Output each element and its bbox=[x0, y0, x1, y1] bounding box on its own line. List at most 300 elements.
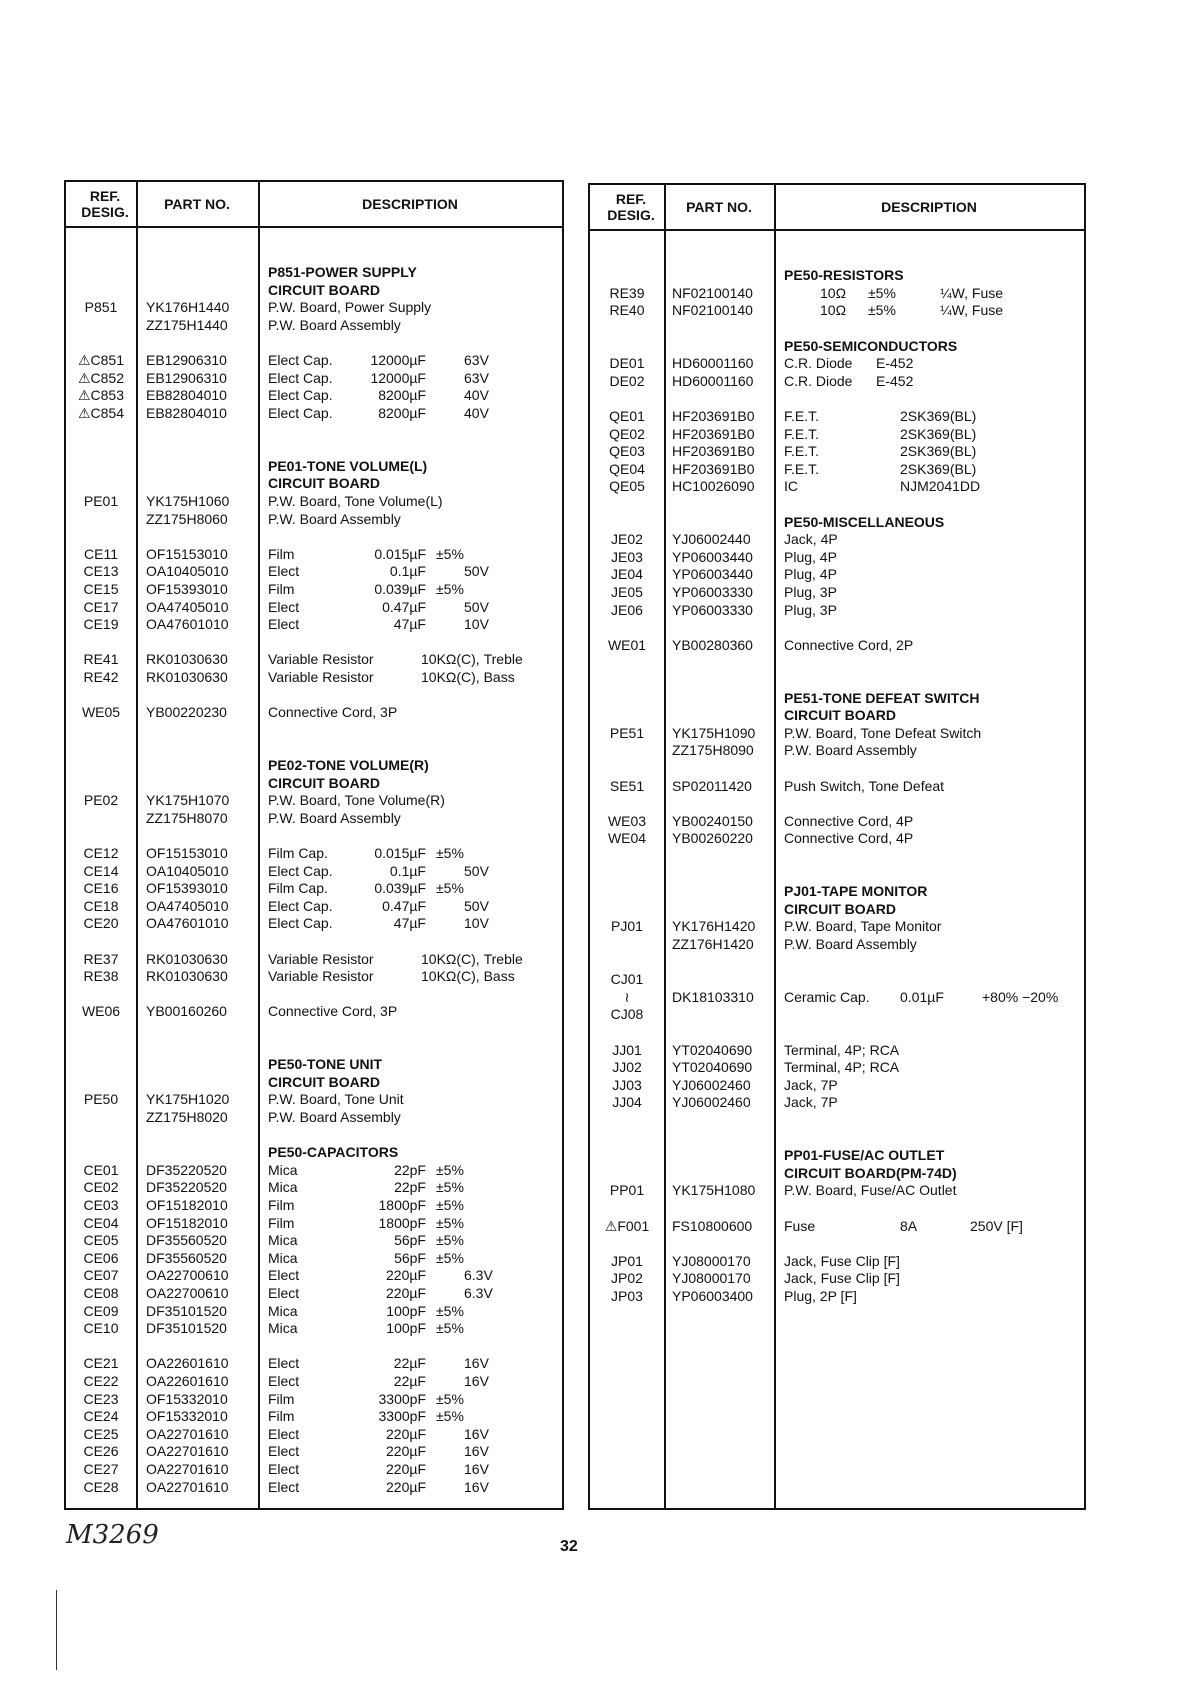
part-number: OA22701610 bbox=[146, 1425, 229, 1442]
value: 22µF bbox=[393, 1373, 426, 1389]
table-row bbox=[66, 615, 562, 633]
section-heading: PE50-MISCELLANEOUS bbox=[784, 513, 945, 530]
ref-desig: JJ03 bbox=[612, 1076, 642, 1093]
rating: 16V bbox=[464, 1478, 489, 1495]
description: F.E.T. bbox=[784, 460, 820, 477]
description: Jack, 7P bbox=[784, 1094, 838, 1111]
part-number: YJ08000170 bbox=[672, 1270, 751, 1287]
table-row bbox=[590, 530, 1084, 548]
table-row bbox=[66, 386, 562, 404]
table-row bbox=[590, 460, 1084, 478]
description: P.W. Board Assembly bbox=[268, 809, 401, 826]
section-heading: PE01-TONE VOLUME(L) bbox=[268, 457, 428, 474]
description: Film bbox=[268, 1214, 295, 1231]
description: Terminal, 4P; RCA bbox=[784, 1041, 900, 1058]
table-row bbox=[66, 791, 562, 809]
ref-desig: PE51 bbox=[609, 724, 645, 741]
description: Connective Cord, 3P bbox=[268, 1003, 398, 1020]
table-row bbox=[66, 1319, 562, 1337]
table-row bbox=[590, 301, 1084, 319]
description: P.W. Board Assembly bbox=[784, 936, 917, 952]
tolerance: ±5% bbox=[436, 1179, 464, 1196]
value: 0.039µF bbox=[374, 880, 426, 897]
value: 1800pF bbox=[378, 1214, 426, 1231]
description: Elect bbox=[268, 1425, 300, 1442]
table-row bbox=[66, 369, 562, 387]
part-number: YK175H1060 bbox=[146, 493, 230, 509]
value: 1800pF bbox=[378, 1197, 426, 1213]
part-number: OA10405010 bbox=[146, 862, 229, 879]
part-number: OF15332010 bbox=[146, 1408, 228, 1425]
part-number: YK176H1440 bbox=[146, 299, 230, 316]
tolerance: ±5% bbox=[868, 302, 896, 319]
value: 220µF bbox=[386, 1285, 426, 1301]
part-number: YP06003330 bbox=[672, 584, 753, 600]
part-number: DF35101520 bbox=[146, 1302, 227, 1319]
rating: 16V bbox=[464, 1443, 489, 1460]
description: Jack, 4P bbox=[784, 531, 838, 548]
rating: 40V bbox=[464, 405, 489, 421]
table-row bbox=[590, 829, 1084, 847]
ref-desig: JE05 bbox=[611, 584, 643, 600]
table-row bbox=[66, 351, 562, 369]
description: Ceramic Cap. bbox=[784, 988, 870, 1005]
section-heading-row bbox=[66, 281, 562, 299]
part-number: DF35560520 bbox=[146, 1232, 227, 1249]
description: P.W. Board, Tone Volume(R) bbox=[268, 792, 445, 809]
ref-desig: CE10 bbox=[83, 1320, 119, 1337]
ref-desig: DE02 bbox=[609, 372, 645, 389]
ref-desig: CE20 bbox=[83, 915, 119, 932]
part-number: ZZ175H8060 bbox=[146, 510, 228, 527]
description: P.W. Board, Tone Volume(L) bbox=[268, 493, 443, 509]
ref-desig: WE04 bbox=[607, 830, 647, 847]
ref-desig: CE26 bbox=[83, 1443, 119, 1460]
description: Elect Cap. bbox=[268, 915, 333, 932]
table-row bbox=[590, 1041, 1084, 1059]
section-heading-row bbox=[590, 337, 1084, 355]
part-number: YP06003440 bbox=[672, 566, 753, 583]
description: Elect bbox=[268, 1355, 300, 1372]
ref-desig: CJ01 bbox=[610, 971, 644, 988]
table-row bbox=[66, 1407, 562, 1425]
table-row bbox=[590, 917, 1084, 935]
ref-desig: JE04 bbox=[611, 566, 643, 583]
description: C.R. Diode bbox=[784, 372, 853, 389]
table-row bbox=[590, 477, 1084, 495]
description: Mica bbox=[268, 1320, 298, 1337]
description: P.W. Board Assembly bbox=[268, 1109, 401, 1125]
section-heading-row bbox=[590, 882, 1084, 900]
description: Elect bbox=[268, 616, 300, 633]
rating: 63V bbox=[464, 369, 489, 386]
table-row bbox=[66, 1390, 562, 1408]
table-row bbox=[66, 1460, 562, 1478]
description: Mica bbox=[268, 1302, 298, 1319]
description: Mica bbox=[268, 1161, 298, 1178]
table-row bbox=[66, 1196, 562, 1214]
description: C.R. Diode bbox=[784, 355, 853, 372]
section-heading-row bbox=[590, 513, 1084, 531]
section-heading: PJ01-TAPE MONITOR bbox=[784, 883, 928, 900]
rating: 50V bbox=[464, 563, 489, 580]
ref-desig: QE04 bbox=[609, 460, 645, 477]
part-number: EB82804010 bbox=[146, 387, 227, 404]
right-table-body bbox=[590, 231, 1084, 1508]
value: 10Ω bbox=[820, 302, 847, 319]
table-row bbox=[590, 548, 1084, 566]
section-heading-row bbox=[66, 774, 562, 792]
part-number: NF02100140 bbox=[672, 284, 753, 301]
value: 12000µF bbox=[370, 352, 426, 369]
value: 2SK369(BL) bbox=[900, 408, 977, 424]
value: 22pF bbox=[394, 1161, 426, 1178]
ref-desig: CE22 bbox=[83, 1373, 119, 1389]
left-table-header bbox=[66, 182, 562, 228]
description: Connective Cord, 3P bbox=[268, 704, 398, 721]
section-heading-row bbox=[66, 263, 562, 281]
section-heading: CIRCUIT BOARD bbox=[268, 281, 380, 298]
table-row bbox=[66, 1249, 562, 1267]
table-row bbox=[66, 950, 562, 968]
description: Plug, 2P [F] bbox=[784, 1288, 857, 1304]
section-heading: P851-POWER SUPPLY bbox=[268, 264, 417, 281]
part-number: HF203691B0 bbox=[672, 443, 755, 460]
section-heading: PE50-CAPACITORS bbox=[268, 1144, 399, 1161]
rating: ¼W, Fuse bbox=[940, 302, 1004, 319]
ref-desig: CE27 bbox=[83, 1461, 119, 1477]
value: E-452 bbox=[876, 355, 914, 372]
section-heading: CIRCUIT BOARD bbox=[268, 475, 380, 492]
part-number: HF203691B0 bbox=[672, 425, 755, 442]
rating: 50V bbox=[464, 598, 489, 615]
table-row bbox=[66, 1002, 562, 1020]
tolerance: ±5% bbox=[436, 545, 464, 562]
part-number: OF15182010 bbox=[146, 1197, 228, 1213]
description: Elect bbox=[268, 1285, 300, 1301]
part-number: OA47601010 bbox=[146, 616, 229, 633]
rating: 16V bbox=[464, 1425, 489, 1442]
value: 12000µF bbox=[370, 369, 426, 386]
section-heading: CIRCUIT BOARD bbox=[268, 774, 380, 791]
left-parts-table bbox=[64, 180, 564, 1510]
ref-desig: CE01 bbox=[83, 1161, 119, 1178]
table-row bbox=[66, 545, 562, 563]
value: NJM2041DD bbox=[900, 478, 981, 495]
description: Elect bbox=[268, 1461, 300, 1477]
part-number: OF15393010 bbox=[146, 581, 228, 597]
rating: 63V bbox=[464, 352, 489, 369]
table-row bbox=[590, 1093, 1084, 1111]
ref-desig: CE21 bbox=[83, 1355, 119, 1372]
rating: 16V bbox=[464, 1461, 489, 1477]
description: P.W. Board, Fuse/AC Outlet bbox=[784, 1182, 957, 1199]
table-row bbox=[66, 1108, 562, 1126]
ref-desig: ⚠C852 bbox=[77, 369, 125, 386]
part-number: YB00220230 bbox=[146, 704, 227, 721]
tolerance: ±5% bbox=[436, 1408, 464, 1425]
tolerance: ±5% bbox=[436, 880, 464, 897]
ref-desig: JE06 bbox=[611, 601, 643, 618]
rating: 10V bbox=[464, 616, 489, 633]
ref-desig-header: REF. DESIG. bbox=[607, 191, 655, 223]
ref-desig: CE19 bbox=[83, 616, 119, 633]
ref-desig: ⚠C854 bbox=[77, 405, 125, 421]
rating: 16V bbox=[464, 1373, 489, 1389]
ref-desig: DE01 bbox=[609, 355, 645, 372]
table-row bbox=[590, 1252, 1084, 1270]
value: 10KΩ(C), Treble bbox=[421, 950, 523, 967]
part-number: OA47405010 bbox=[146, 897, 229, 914]
part-number: YK175H1070 bbox=[146, 792, 230, 809]
ref-desig: PJ01 bbox=[611, 918, 643, 935]
description: Elect bbox=[268, 598, 300, 615]
rating: +80% −20% bbox=[982, 988, 1059, 1005]
description: Plug, 3P bbox=[784, 584, 837, 600]
part-number: YP06003400 bbox=[672, 1288, 753, 1304]
value: 47µF bbox=[393, 915, 426, 932]
description: Plug, 4P bbox=[784, 566, 837, 583]
table-row bbox=[590, 583, 1084, 601]
ref-desig: QE03 bbox=[609, 443, 645, 460]
description: Mica bbox=[268, 1179, 298, 1196]
description: Elect Cap. bbox=[268, 369, 333, 386]
table-row bbox=[590, 636, 1084, 654]
rating: 16V bbox=[464, 1355, 489, 1372]
part-number: YJ06002440 bbox=[672, 531, 751, 548]
ref-desig: ⚠C851 bbox=[77, 352, 125, 369]
part-number: ZZ176H1420 bbox=[672, 936, 754, 952]
section-heading-row bbox=[66, 1143, 562, 1161]
part-number: OA47601010 bbox=[146, 915, 229, 932]
section-heading-row bbox=[590, 689, 1084, 707]
part-number: YT02040690 bbox=[672, 1059, 753, 1076]
tolerance: ±5% bbox=[436, 1249, 464, 1266]
ref-desig: CE14 bbox=[83, 862, 119, 879]
ref-desig: WE05 bbox=[81, 704, 121, 721]
part-number: YB00280360 bbox=[672, 636, 753, 653]
table-row bbox=[66, 914, 562, 932]
table-row bbox=[66, 1161, 562, 1179]
part-number: OF15153010 bbox=[146, 845, 228, 861]
table-row bbox=[66, 1442, 562, 1460]
description: Elect bbox=[268, 1478, 300, 1495]
value: 0.01µF bbox=[900, 988, 944, 1005]
table-row bbox=[590, 407, 1084, 425]
ref-desig: JE03 bbox=[611, 548, 643, 565]
table-row bbox=[590, 935, 1084, 953]
rating: 50V bbox=[464, 897, 489, 914]
table-row bbox=[66, 1478, 562, 1496]
part-number: OA22700610 bbox=[146, 1267, 229, 1284]
description: F.E.T. bbox=[784, 408, 820, 424]
section-heading-row bbox=[66, 474, 562, 492]
ref-desig: RE37 bbox=[83, 950, 119, 967]
table-row bbox=[590, 442, 1084, 460]
rating: ¼W, Fuse bbox=[940, 284, 1004, 301]
section-heading: PE50-TONE UNIT bbox=[268, 1056, 383, 1073]
description-header: DESCRIPTION bbox=[362, 196, 458, 212]
value: 220µF bbox=[386, 1425, 426, 1442]
part-number: YJ06002460 bbox=[672, 1094, 751, 1111]
value: 47µF bbox=[393, 616, 426, 633]
table-row bbox=[590, 284, 1084, 302]
description: Terminal, 4P; RCA bbox=[784, 1059, 900, 1076]
description: Fuse bbox=[784, 1217, 816, 1234]
table-row bbox=[66, 298, 562, 316]
table-row bbox=[590, 777, 1084, 795]
value: 0.47µF bbox=[382, 897, 426, 914]
table-row bbox=[66, 1231, 562, 1249]
part-number: OA22601610 bbox=[146, 1373, 229, 1389]
ref-desig: CE06 bbox=[83, 1249, 119, 1266]
value: 2SK369(BL) bbox=[900, 443, 977, 460]
description: Mica bbox=[268, 1232, 298, 1249]
part-number: YK175H1080 bbox=[672, 1182, 756, 1199]
value: 100pF bbox=[386, 1302, 426, 1319]
ref-desig: SE51 bbox=[609, 777, 645, 794]
description: Elect Cap. bbox=[268, 387, 333, 404]
value: 56pF bbox=[394, 1232, 426, 1249]
part-no-header: PART NO. bbox=[686, 199, 752, 215]
description: P.W. Board Assembly bbox=[268, 510, 401, 527]
table-row bbox=[66, 1425, 562, 1443]
tolerance: ±5% bbox=[868, 284, 896, 301]
table-row bbox=[66, 1354, 562, 1372]
value: 220µF bbox=[386, 1443, 426, 1460]
table-row bbox=[66, 1178, 562, 1196]
description: Elect bbox=[268, 1373, 300, 1389]
value: 22pF bbox=[394, 1179, 426, 1196]
ref-desig: JJ02 bbox=[612, 1059, 642, 1076]
ref-desig: WE03 bbox=[607, 812, 647, 829]
value: 100pF bbox=[386, 1320, 426, 1337]
part-number: OF15182010 bbox=[146, 1214, 228, 1231]
value: 0.47µF bbox=[382, 598, 426, 615]
section-heading: CIRCUIT BOARD bbox=[268, 1073, 380, 1090]
rating: 6.3V bbox=[464, 1285, 493, 1301]
tolerance: ±5% bbox=[436, 1320, 464, 1337]
value: E-452 bbox=[876, 372, 914, 389]
description: F.E.T. bbox=[784, 443, 820, 460]
section-heading-row bbox=[66, 1055, 562, 1073]
part-number: ZZ175H8020 bbox=[146, 1109, 228, 1125]
table-row bbox=[590, 372, 1084, 390]
part-number: ZZ175H1440 bbox=[146, 317, 228, 333]
table-row bbox=[590, 1269, 1084, 1287]
section-heading: PE50-SEMICONDUCTORS bbox=[784, 337, 958, 354]
ref-desig: WE06 bbox=[81, 1003, 121, 1020]
handwritten-signature: M3269 bbox=[66, 1520, 159, 1550]
ref-desig: RE39 bbox=[609, 284, 645, 301]
ref-desig: CE18 bbox=[83, 897, 119, 914]
ref-desig: CE12 bbox=[83, 845, 119, 861]
section-heading-row bbox=[590, 1164, 1084, 1182]
part-number: RK01030630 bbox=[146, 950, 228, 967]
table-row bbox=[66, 862, 562, 880]
description: F.E.T. bbox=[784, 425, 820, 442]
value: 220µF bbox=[386, 1461, 426, 1477]
description: Connective Cord, 4P bbox=[784, 812, 914, 829]
part-number: HD60001160 bbox=[672, 372, 754, 389]
ref-desig: CE16 bbox=[83, 880, 119, 897]
ref-desig: RE40 bbox=[609, 302, 645, 319]
description: Elect Cap. bbox=[268, 897, 333, 914]
ref-desig: JE02 bbox=[611, 531, 643, 548]
table-row bbox=[66, 562, 562, 580]
description: Connective Cord, 4P bbox=[784, 830, 914, 847]
description: P.W. Board, Power Supply bbox=[268, 299, 432, 316]
ref-desig: CE15 bbox=[83, 581, 119, 597]
table-row bbox=[66, 492, 562, 510]
rating: 50V bbox=[464, 862, 489, 879]
part-number: DF35220520 bbox=[146, 1161, 227, 1178]
ref-desig: CE24 bbox=[83, 1408, 119, 1425]
description: Film bbox=[268, 581, 295, 597]
value: 220µF bbox=[386, 1267, 426, 1284]
value: 10Ω bbox=[820, 284, 847, 301]
tolerance: ±5% bbox=[436, 845, 464, 861]
part-number: FS10800600 bbox=[672, 1217, 753, 1234]
table-row bbox=[590, 988, 1084, 1006]
part-number: DF35220520 bbox=[146, 1179, 227, 1196]
part-number: NF02100140 bbox=[672, 302, 753, 319]
table-row bbox=[66, 1266, 562, 1284]
ref-desig: CE03 bbox=[83, 1197, 119, 1213]
part-number: DF35101520 bbox=[146, 1320, 227, 1337]
section-heading: PE50-RESISTORS bbox=[784, 267, 904, 284]
description: P.W. Board Assembly bbox=[784, 742, 917, 759]
value: 8200µF bbox=[378, 387, 426, 404]
table-row bbox=[66, 844, 562, 862]
description: Connective Cord, 2P bbox=[784, 636, 914, 653]
description: Elect bbox=[268, 563, 300, 580]
table-row bbox=[590, 565, 1084, 583]
section-heading: PE51-TONE DEFEAT SWITCH bbox=[784, 689, 980, 706]
part-number: YK176H1420 bbox=[672, 918, 756, 935]
rating: 10V bbox=[464, 915, 489, 932]
part-number: YB00160260 bbox=[146, 1003, 227, 1020]
description: Variable Resistor bbox=[268, 669, 374, 685]
part-number: YT02040690 bbox=[672, 1041, 753, 1058]
part-number: ZZ175H8090 bbox=[672, 742, 754, 759]
rating: 250V [F] bbox=[970, 1217, 1023, 1234]
description: P.W. Board, Tone Unit bbox=[268, 1091, 404, 1108]
value: 8A bbox=[900, 1217, 918, 1234]
part-number: OA22601610 bbox=[146, 1355, 229, 1372]
tolerance: ±5% bbox=[436, 1390, 464, 1407]
description: Elect Cap. bbox=[268, 352, 333, 369]
description: P.W. Board, Tone Defeat Switch bbox=[784, 724, 982, 741]
part-number: YK175H1020 bbox=[146, 1091, 230, 1108]
part-number: YP06003330 bbox=[672, 601, 753, 618]
ref-desig-header: REF. DESIG. bbox=[81, 188, 129, 220]
ref-desig: ⚠F001 bbox=[604, 1217, 650, 1234]
section-heading-row bbox=[590, 900, 1084, 918]
table-row bbox=[66, 1302, 562, 1320]
table-row bbox=[590, 1058, 1084, 1076]
tolerance: ±5% bbox=[436, 1161, 464, 1178]
description: Variable Resistor bbox=[268, 950, 374, 967]
description: Film bbox=[268, 545, 295, 562]
margin-mark bbox=[56, 1590, 57, 1670]
ref-desig: ⚠C853 bbox=[77, 387, 125, 404]
part-number: OA47405010 bbox=[146, 598, 229, 615]
part-number: YJ08000170 bbox=[672, 1252, 751, 1269]
value: 10KΩ(C), Treble bbox=[421, 651, 523, 668]
table-row bbox=[590, 724, 1084, 742]
ref-desig: CE08 bbox=[83, 1285, 119, 1301]
